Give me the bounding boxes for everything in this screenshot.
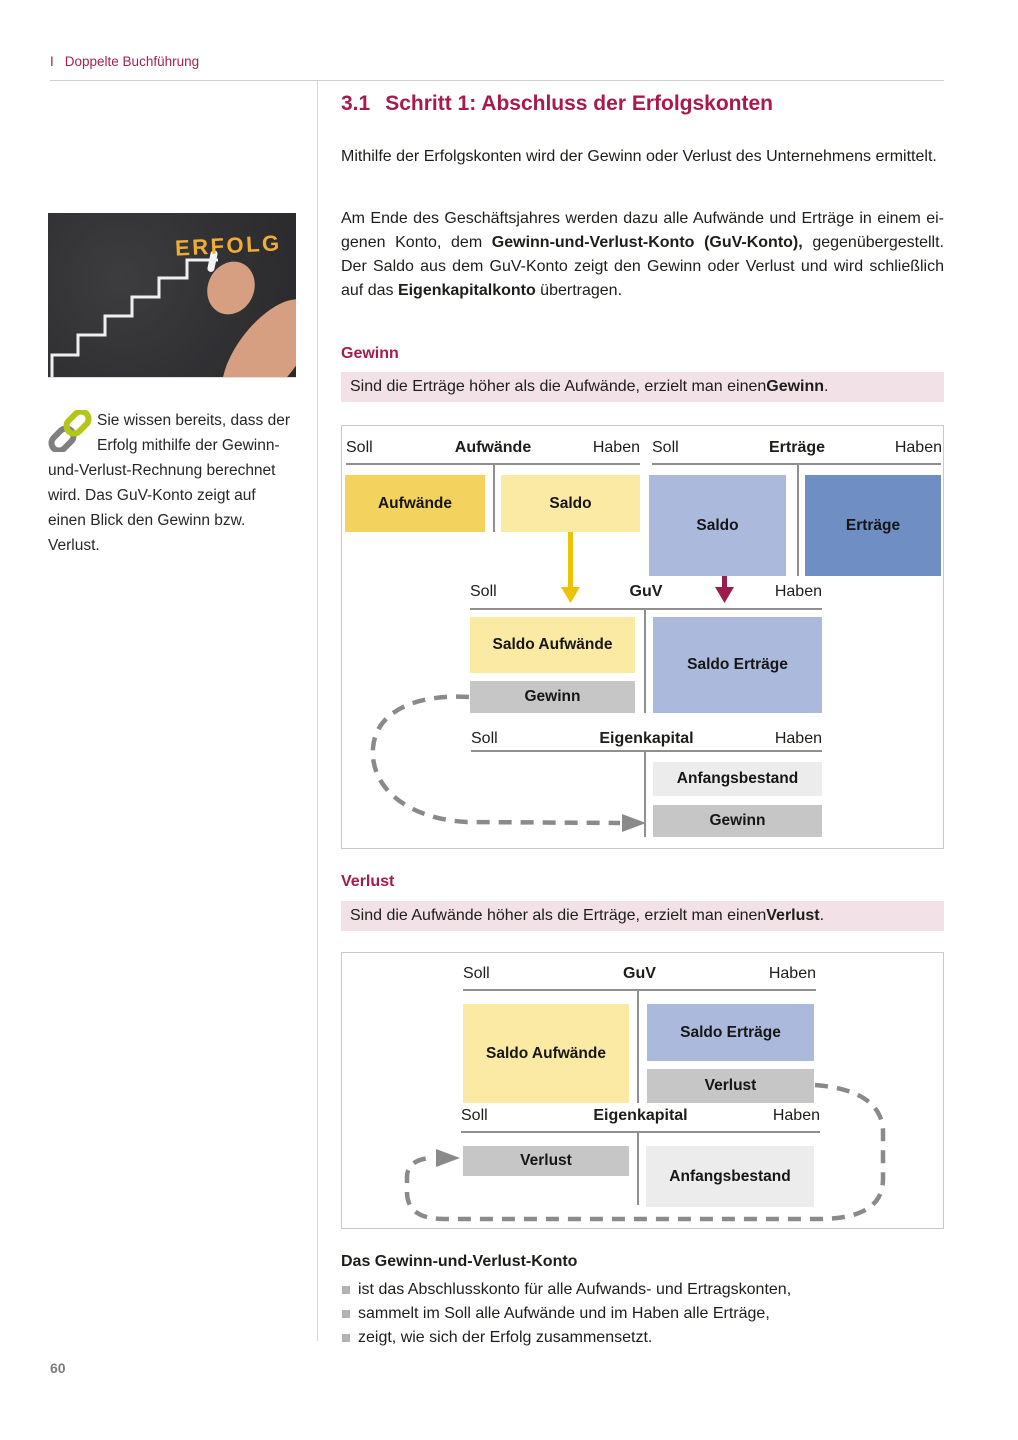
- section-title-text: Schritt 1: Abschluss der Erfolgskonten: [385, 92, 773, 115]
- section-title: [341, 92, 773, 116]
- diagram-verlust: [341, 952, 944, 1229]
- box-guv-saldo-ertraege: Saldo Erträge: [653, 617, 822, 713]
- account-name-eigenkapital2: Eigenkapital: [593, 1107, 688, 1124]
- box-aufwaende-saldo: Saldo: [501, 475, 640, 532]
- haben-label: Haben: [768, 965, 816, 982]
- margin-note-text: Sie wissen bereits, dass der Erfolg mithilfe der Gewinn-und-Verlust-Rechnung berechnet wird. Das GuV-Konto zeigt auf einen Blick den Gewinn bzw. Verlust.: [48, 412, 290, 554]
- guv-summary-heading: Das Gewinn-und-Verlust-Konto: [341, 1253, 578, 1270]
- soll-label: Soll: [652, 439, 679, 456]
- box-aufwaende: Aufwände: [345, 475, 485, 532]
- diagram-gewinn: [341, 425, 944, 849]
- haben-label: Haben: [774, 583, 822, 600]
- rule-box-verlust: Sind die Aufwände höher als die Erträge, erzielt man einen Verlust .: [341, 901, 944, 931]
- chalkboard-photo: [48, 213, 296, 378]
- gewinn-transfer-dashed-arrow: [373, 697, 620, 823]
- box-ek-gewinn: Gewinn: [653, 805, 822, 837]
- account-name-aufwaende: Aufwände: [454, 439, 532, 456]
- soll-label: Soll: [471, 730, 498, 747]
- hand-shape: [199, 254, 296, 377]
- stairs-line: [52, 260, 218, 377]
- intro-paragraph-2: Am Ende des Geschäftsjahres werden dazu alle Aufwände und Erträge in einem eigenen Konto, dem Gewinn-und-Verlust-Konto (GuV-Konto), gegenübergestellt. Der Saldo aus dem GuV-Konto zeigt den Gewinn oder Verlust und wird schließlich auf das Eigenkapitalkonto übertragen.: [341, 210, 944, 299]
- box-ertraege: Erträge: [805, 475, 941, 576]
- account-name-guv2: GuV: [623, 965, 656, 982]
- guv-summary-item: ist das Abschlusskonto für alle Aufwands- und Ertragskonten,: [341, 1278, 944, 1302]
- account-name-eigenkapital: Eigenkapital: [599, 730, 694, 747]
- margin-note: [48, 408, 296, 558]
- flow-arrows-verlust: [342, 953, 943, 1228]
- guv-summary-item: zeigt, wie sich der Erfolg zusammensetzt.: [341, 1326, 944, 1350]
- flow-arrows-gewinn: [342, 426, 943, 848]
- running-header-title: Doppelte Buchführung: [64, 54, 200, 69]
- haben-label: Haben: [894, 439, 942, 456]
- haben-label: Haben: [592, 439, 640, 456]
- box-ertraege-saldo: Saldo: [649, 475, 786, 576]
- column-divider-rule: [317, 81, 318, 1341]
- header-rule: [50, 80, 944, 81]
- box-guv2-saldo-ertraege: Saldo Erträge: [647, 1004, 814, 1061]
- box-guv2-saldo-aufwaende: Saldo Aufwände: [463, 1004, 629, 1103]
- box-ek2-verlust: Verlust: [463, 1146, 629, 1176]
- rule-box-gewinn: Sind die Erträge höher als die Aufwände, erzielt man einen Gewinn .: [341, 372, 944, 402]
- section-number: 3.1: [341, 92, 371, 115]
- chain-link-icon: [48, 410, 92, 452]
- box-ek2-anfangsbestand: Anfangsbestand: [646, 1146, 814, 1207]
- soll-label: Soll: [470, 583, 497, 600]
- box-guv2-verlust: Verlust: [647, 1069, 814, 1103]
- haben-label: Haben: [774, 730, 822, 747]
- guv-summary-item: sammelt im Soll alle Aufwände und im Haben alle Erträge,: [341, 1302, 944, 1326]
- verlust-transfer-dashed-arrow: [407, 1085, 883, 1219]
- box-guv-gewinn: Gewinn: [470, 681, 635, 713]
- intro-paragraph-1: Mithilfe der Erfolgskonten wird der Gewinn oder Verlust des Unternehmens ermittelt.: [341, 148, 937, 165]
- guv-summary-list: [341, 1278, 944, 1350]
- chapter-marker: I: [50, 54, 54, 69]
- account-name-guv: GuV: [629, 583, 663, 600]
- verlust-heading: Verlust: [341, 873, 395, 890]
- guv-summary: [341, 1250, 944, 1350]
- box-ek-anfangsbestand: Anfangsbestand: [653, 762, 822, 796]
- haben-label: Haben: [772, 1107, 820, 1124]
- account-name-ertraege: Erträge: [768, 439, 826, 456]
- soll-label: Soll: [461, 1107, 488, 1124]
- running-header: [50, 54, 199, 69]
- soll-label: Soll: [346, 439, 373, 456]
- page-number: 60: [50, 1360, 66, 1376]
- erfolg-chalk-word: ERFOLG: [174, 230, 283, 261]
- box-guv-saldo-aufwaende: Saldo Aufwände: [470, 617, 635, 673]
- soll-label: Soll: [463, 965, 490, 982]
- gewinn-heading: Gewinn: [341, 345, 399, 362]
